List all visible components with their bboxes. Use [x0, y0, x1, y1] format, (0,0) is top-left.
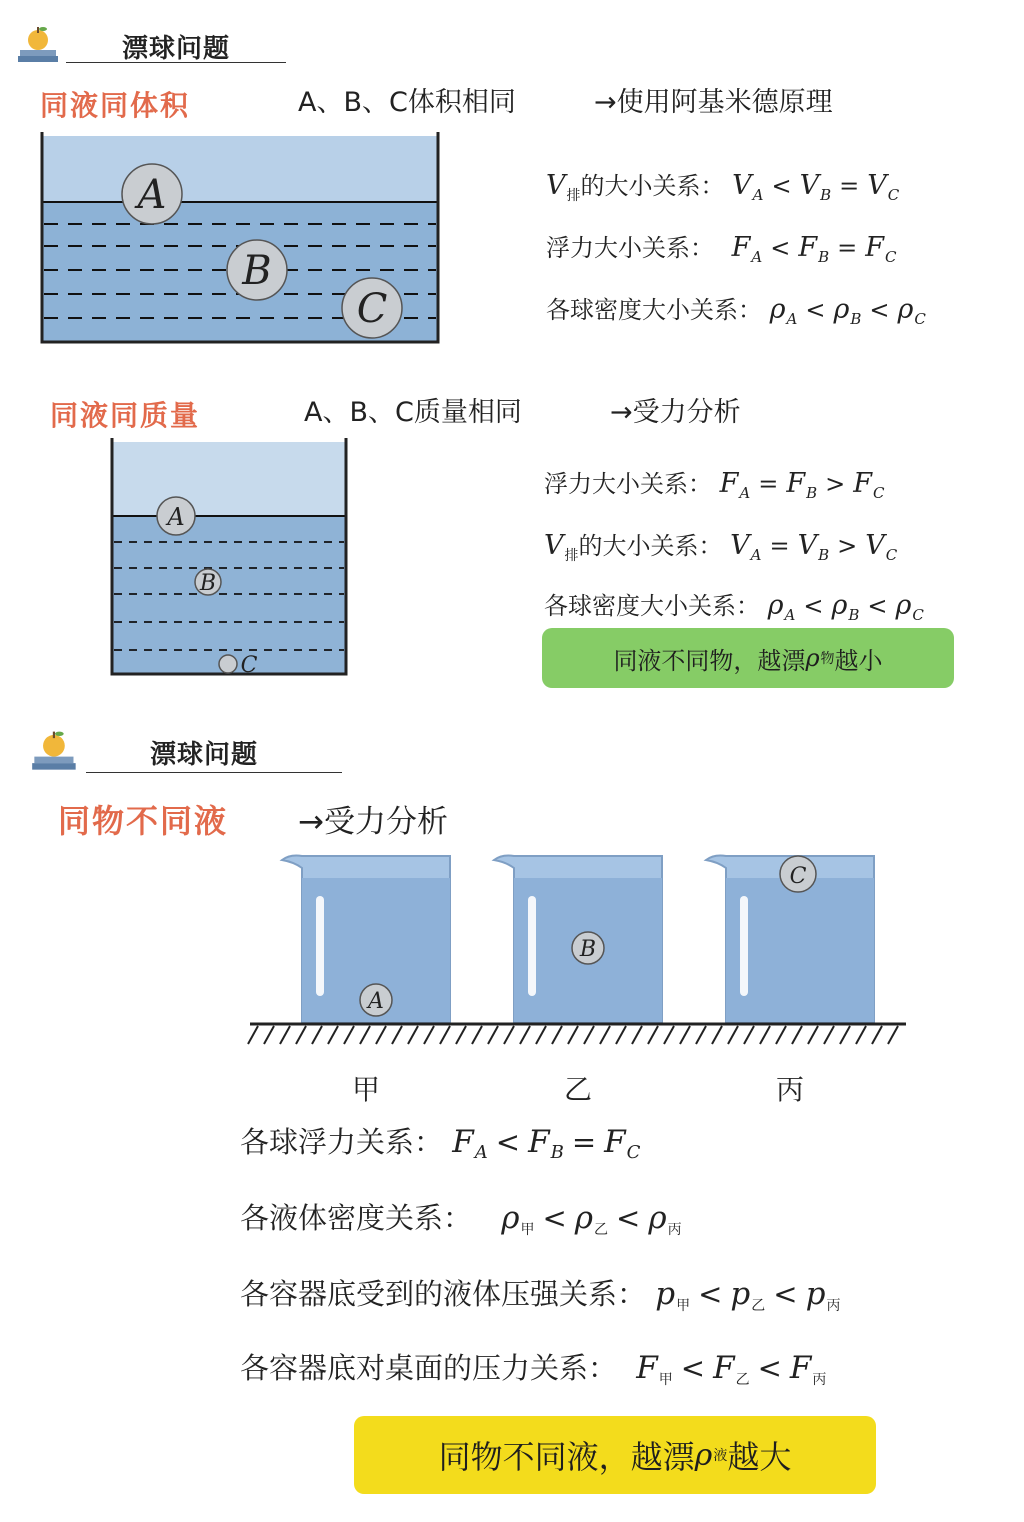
section1-title-rule — [66, 62, 286, 63]
section2-title-rule — [86, 772, 342, 773]
case-a-rel-rho: 各球密度大小关系： $\rho_A < \rho_B < \rho_C$ — [546, 294, 926, 328]
beaker-yi — [494, 856, 662, 1023]
beaker-jia — [282, 856, 450, 1023]
beaker-label-yi: 乙 — [564, 1073, 593, 1106]
ball-b-label: B — [242, 248, 272, 294]
beaker-label-jia: 甲 — [352, 1073, 381, 1106]
case-a-tank-diagram — [36, 128, 446, 348]
case-a-rel-v: $V_排$的大小关系： $V_A < V_B = V_C$ — [546, 170, 900, 204]
section2-conclusion-box: 同物不同液，越漂 ρ 液 越大 — [354, 1416, 876, 1494]
ball-b-label: B — [579, 937, 597, 962]
case-a-condition: A、B、C体积相同 — [298, 87, 516, 118]
section2-rel-table-force: 各容器底对桌面的压力关系： $F_甲 < F_乙 < F_丙$ — [240, 1350, 827, 1388]
ball-a-label: A — [137, 172, 167, 218]
ball-c-label: C — [240, 653, 258, 678]
case-a-rel-f: 浮力大小关系： $F_A < F_B = F_C$ — [546, 232, 897, 266]
case-b-rel-rho: 各球密度大小关系： $\rho_A < \rho_B < \rho_C$ — [544, 590, 924, 624]
beaker-bing — [706, 856, 874, 1023]
case-b-method: →受力分析 — [610, 397, 741, 428]
section2-heading: 同物不同液 — [58, 802, 229, 840]
section2-rel-buoyancy: 各球浮力关系： $F_A < F_B = F_C$ — [240, 1124, 641, 1163]
ball-b-label: B — [199, 571, 217, 596]
case-b-rel-f: 浮力大小关系： $F_A = F_B > F_C$ — [544, 468, 885, 502]
section1-title: 漂球问题 — [122, 34, 231, 64]
section2-method: →受力分析 — [298, 804, 448, 840]
ball-c-label: C — [356, 286, 388, 332]
case-a-heading: 同液同体积 — [40, 89, 191, 122]
case-b-rel-v: $V_排$的大小关系： $V_A = V_B > V_C$ — [544, 530, 898, 564]
beaker-label-bing: 丙 — [776, 1073, 805, 1106]
ball-a-label: A — [368, 989, 384, 1014]
ball-c — [219, 655, 237, 673]
section2-rel-liquid-density: 各液体密度关系： $\rho_甲 < \rho_乙 < \rho_丙$ — [240, 1200, 682, 1238]
case-b-conclusion-box: 同液不同物，越漂 ρ 物 越小 — [542, 628, 954, 688]
case-a-method: →使用阿基米德原理 — [594, 87, 833, 118]
ball-a-label: A — [167, 503, 185, 531]
case-b-tank-diagram — [106, 436, 352, 680]
case-b-condition: A、B、C质量相同 — [304, 397, 522, 428]
section2-title: 漂球问题 — [150, 740, 259, 770]
apple-books-icon — [16, 22, 62, 64]
section2-rel-pressure: 各容器底受到的液体压强关系： $p_甲 < p_乙 < p_丙$ — [240, 1276, 841, 1314]
ball-c-label: C — [789, 864, 807, 889]
apple-books-icon — [30, 726, 80, 772]
case-b-heading: 同液同质量 — [50, 399, 201, 432]
